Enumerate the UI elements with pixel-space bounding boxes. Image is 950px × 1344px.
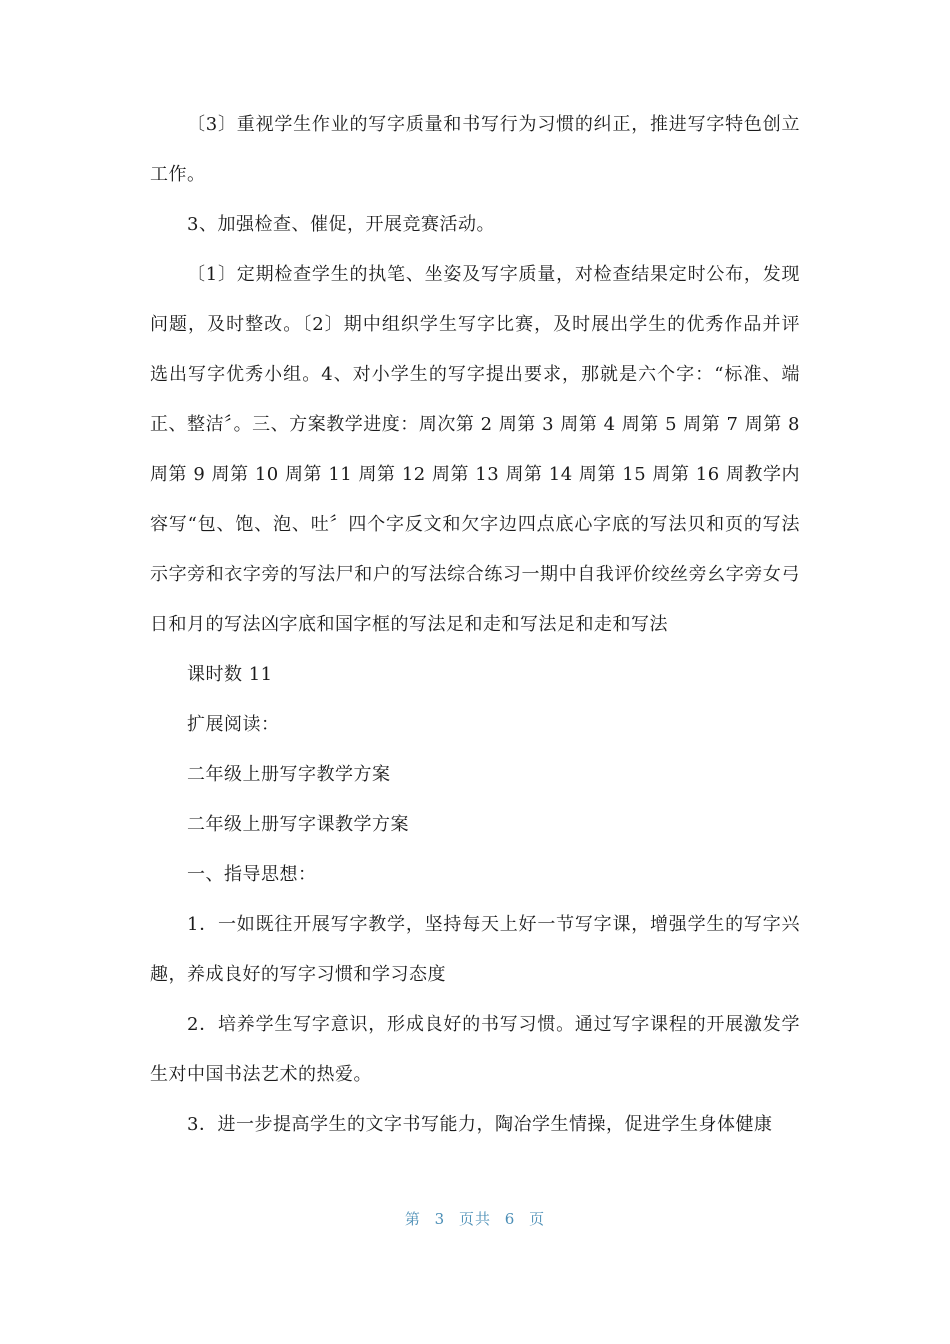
footer-current-page: 3 xyxy=(434,1210,446,1228)
paragraph: 3、加强检查、催促，开展竞赛活动。 xyxy=(187,214,495,235)
paragraph: 3．进一步提高学生的文字书写能力，陶冶学生情操，促进学生身体健康 xyxy=(187,1114,773,1135)
document-body xyxy=(150,100,800,1150)
paragraph: 扩展阅读： xyxy=(187,714,280,735)
paragraph: 2．培养学生写字意识，形成良好的书写习惯。通过写字课程的开展激发学生对中国书法艺术的热爱。 xyxy=(150,1014,800,1085)
paragraph: 一、指导思想： xyxy=(187,864,317,885)
paragraph: 二年级上册写字课教学方案 xyxy=(187,814,409,835)
footer-total-pages: 6 xyxy=(504,1210,516,1228)
paragraph: 〔3〕重视学生作业的写字质量和书写行为习惯的纠正，推进写字特色创立工作。 xyxy=(150,114,800,185)
paragraph: 1．一如既往开展写字教学，坚持每天上好一节写字课，增强学生的写字兴趣，养成良好的写字习惯和学习态度 xyxy=(150,914,800,985)
footer-prefix: 第 xyxy=(404,1210,421,1228)
footer-middle: 页共 xyxy=(458,1210,491,1228)
footer-suffix: 页 xyxy=(529,1210,546,1228)
paragraph: 〔1〕定期检查学生的执笔、坐姿及写字质量，对检查结果定时公布，发现问题，及时整改。〔2〕期中组织学生写字比赛，及时展出学生的优秀作品并评选出写字优秀小组。4、对小学生的写字提出要求，那就是六个字：“标准、端正、整洁〞。三、方案教学进度：周次第 2 周第 3 周第 4 周第 5 周第 7 周第 8 周第 9 周第 10 周第 11 周第 12 周第 13 周第 14 周第 15 周第 16 周教学内容写“包、饱、泡、吐〞四个字反文和欠字边四点底心字底的写法贝和页的写法示字旁和衣字旁的写法尸和户的写法综合练习一期中自我评价绞丝旁幺字旁女弓日和月的写法凶字底和国字框的写法足和走和写法足和走和写法 xyxy=(150,264,800,635)
page-footer xyxy=(0,1208,950,1229)
paragraph: 二年级上册写字教学方案 xyxy=(187,764,391,785)
paragraph: 课时数 11 xyxy=(187,664,273,685)
